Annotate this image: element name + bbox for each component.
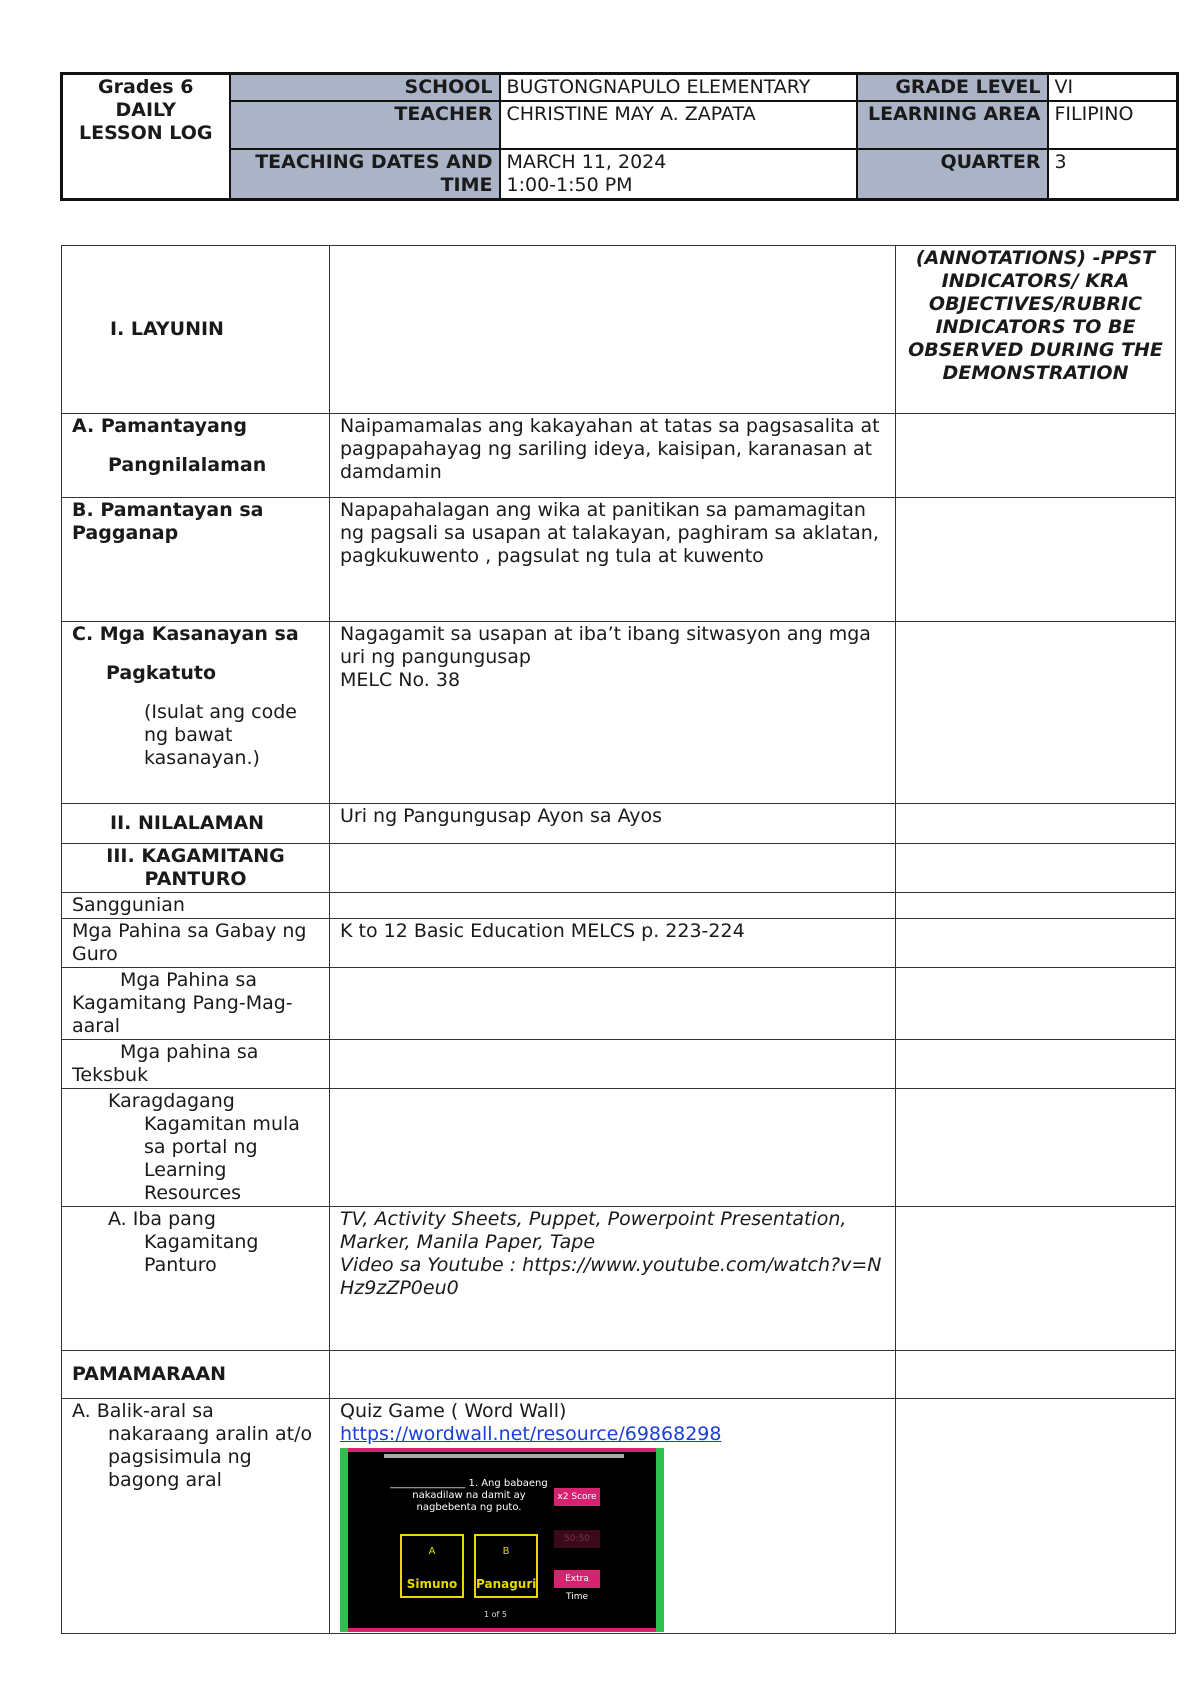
quiz-question: _______________ 1. Ang babaeng nakadilaw na damit ay nagbebenta ng puto. — [390, 1478, 548, 1513]
quiz-extra-time-button: Extra Time — [554, 1570, 600, 1588]
teaching-dates-value: MARCH 11, 2024 1:00-1:50 PM — [500, 149, 857, 200]
teacher-label: TEACHER — [230, 101, 500, 149]
lesson-table — [61, 245, 1176, 1634]
kasanayan-label: C. Mga Kasanayan sa Pagkatuto (Isulat ang code ng bawat kasanayan.) — [62, 622, 330, 804]
kasanayan-content: Nagagamit sa usapan at iba’t ibang sitwasyon ang mga uri ng pangungusap MELC No. 38 — [330, 622, 896, 804]
balik-aral-content — [330, 1399, 896, 1634]
kagamitang-mag-aaral-label: Mga Pahina sa Kagamitang Pang-Mag-aaral — [62, 968, 330, 1040]
quiz-right-bar — [656, 1448, 664, 1632]
quiz-game-title: Quiz Game ( Word Wall) — [340, 1400, 567, 1422]
layunin-content — [330, 246, 896, 414]
quiz-page-indicator: 1 of 5 — [484, 1610, 507, 1619]
school-value: BUGTONGNAPULO ELEMENTARY — [500, 74, 857, 102]
quarter-label: QUARTER — [857, 149, 1048, 200]
annotations-heading: (ANNOTATIONS) -PPST INDICATORS/ KRA OBJECTIVES/RUBRIC INDICATORS TO BE OBSERVED DURING THE DEMONSTRATION — [896, 246, 1176, 414]
quiz-left-bar — [340, 1448, 348, 1632]
iba-pang-kagamitan-label: A. Iba pang Kagamitang Panturo — [62, 1207, 330, 1351]
quiz-option-b: B Panaguri — [474, 1534, 538, 1598]
header-table — [60, 72, 1179, 201]
quiz-progress-line — [384, 1454, 624, 1458]
nilalaman-content: Uri ng Pangungusap Ayon sa Ayos — [330, 804, 896, 844]
quiz-game-screenshot — [340, 1448, 664, 1632]
annotation-cell — [896, 414, 1176, 498]
teksbuk-label: Mga pahina sa Teksbuk — [62, 1040, 330, 1089]
annotation-cell — [896, 498, 1176, 622]
layunin-heading: I. LAYUNIN — [62, 246, 330, 414]
quiz-fifty-fifty-button: 50:50 — [554, 1530, 600, 1548]
pamantayang-pangnilalaman-content: Naipamamalas ang kakayahan at tatas sa pagsasalita at pagpapahayag ng sariling ideya, kaisipan, karanasan at damdamin — [330, 414, 896, 498]
pamamaraan-label: PAMAMARAAN — [62, 1351, 330, 1399]
school-label: SCHOOL — [230, 74, 500, 102]
annotation-cell — [896, 622, 1176, 804]
wordwall-link[interactable]: https://wordwall.net/resource/69868298 — [340, 1423, 722, 1445]
balik-aral-label: A. Balik-aral sa nakaraang aralin at/o pagsisimula ng bagong aral — [62, 1399, 330, 1634]
sanggunian-label: Sanggunian — [62, 893, 330, 919]
lesson-log-title: Grades 6 DAILY LESSON LOG — [62, 74, 230, 200]
quiz-double-score-button: x2 Score — [554, 1488, 600, 1506]
karagdagang-kagamitan-label: Karagdagang Kagamitan mula sa portal ng Learning Resources — [62, 1089, 330, 1207]
teaching-dates-label: TEACHING DATES AND TIME — [230, 149, 500, 200]
grade-level-value: VI — [1048, 74, 1178, 102]
learning-area-value: FILIPINO — [1048, 101, 1178, 149]
annotation-cell — [896, 804, 1176, 844]
gabay-guro-content: K to 12 Basic Education MELCS p. 223-224 — [330, 919, 896, 968]
quiz-option-a: A Simuno — [400, 1534, 464, 1598]
gabay-guro-label: Mga Pahina sa Gabay ng Guro — [62, 919, 330, 968]
pamantayan-pagganap-label: B. Pamantayan sa Pagganap — [62, 498, 330, 622]
iba-pang-kagamitan-content: TV, Activity Sheets, Puppet, Powerpoint Presentation, Marker, Manila Paper, Tape Video sa Youtube : https://www.youtube.com/watch?v=NHz9zZP0eu0 — [330, 1207, 896, 1351]
teacher-value: CHRISTINE MAY A. ZAPATA — [500, 101, 857, 149]
pamantayan-pagganap-content: Napapahalagan ang wika at panitikan sa pamamagitan ng pagsali sa usapan at talakayan, paghiram sa aklatan, pagkukuwento , pagsulat ng tula at kuwento — [330, 498, 896, 622]
quarter-value: 3 — [1048, 149, 1178, 200]
nilalaman-label: II. NILALAMAN — [62, 804, 330, 844]
kagamitang-panturo-label: III. KAGAMITANG PANTURO — [62, 844, 330, 893]
pamantayang-pangnilalaman-label: A. Pamantayang Pangnilalaman — [62, 414, 330, 498]
learning-area-label: LEARNING AREA — [857, 101, 1048, 149]
grade-level-label: GRADE LEVEL — [857, 74, 1048, 102]
